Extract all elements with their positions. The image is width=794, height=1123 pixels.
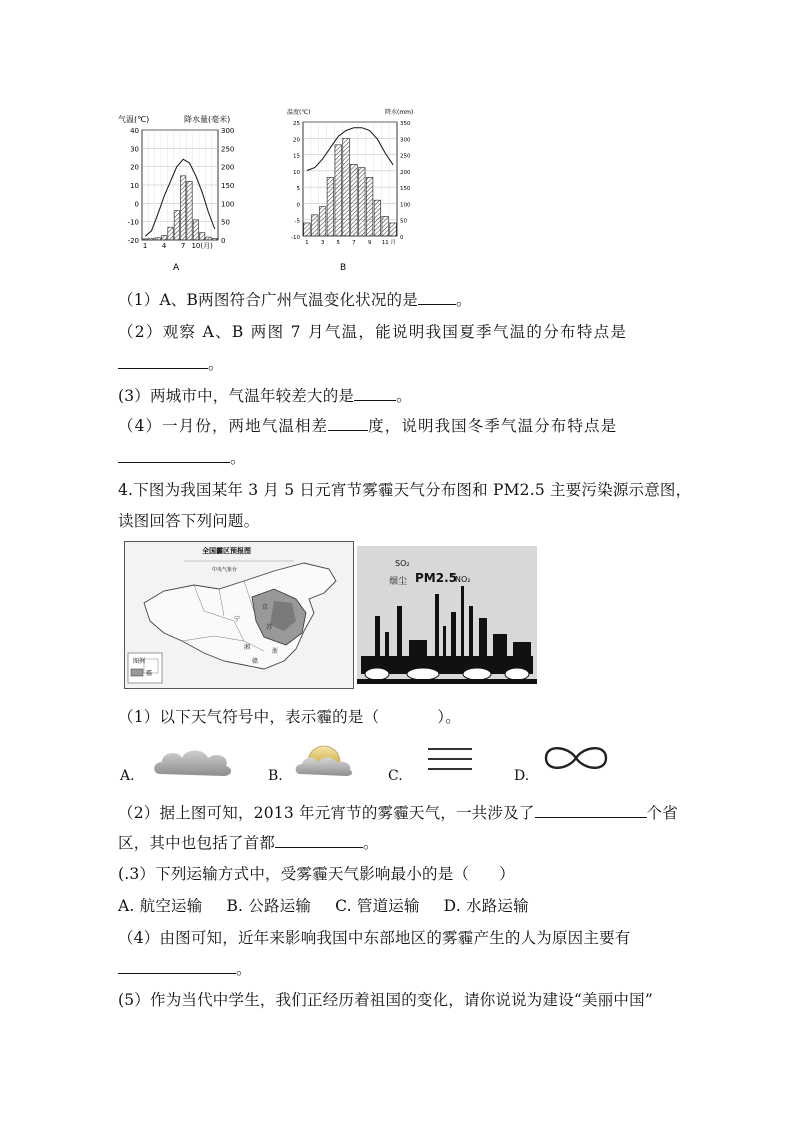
temp-tick-label: 5 bbox=[296, 186, 300, 193]
precip-bar bbox=[212, 239, 217, 240]
svg-text:浙: 浙 bbox=[272, 648, 279, 655]
precip-bar bbox=[162, 236, 167, 240]
precip-tick-label: 0 bbox=[221, 237, 226, 245]
climate-chart-b bbox=[285, 108, 415, 278]
label-pm25: PM2.5 bbox=[415, 571, 457, 585]
question-4: （4）一月份，两地气温相差 度，说明我国冬季气温分布特点是 bbox=[118, 417, 618, 435]
temp-tick-label: 15 bbox=[293, 153, 300, 160]
s4-question-2: （2）据上图可知，2013 年元宵节的雾霾天气，一共涉及了 个省 bbox=[118, 804, 678, 822]
question-2: （2）观察 A、B 两图 7 月气温，能说明我国夏季气温的分布特点是 bbox=[118, 323, 628, 341]
q3-option-b[interactable]: B. 公路运输 bbox=[226, 897, 312, 915]
temp-tick-label: 20 bbox=[130, 163, 139, 172]
s4-question-1: （1）以下天气符号中，表示霾的是（ ）。 bbox=[118, 708, 461, 726]
svg-text:湘: 湘 bbox=[244, 644, 251, 651]
label-no2: NO₂ bbox=[455, 575, 471, 584]
precip-bar bbox=[174, 211, 179, 240]
question-4-cont: 。 bbox=[118, 446, 246, 468]
temp-tick-label: 10 bbox=[130, 182, 139, 190]
q3-option-a[interactable]: A. 航空运输 bbox=[118, 897, 203, 915]
option-d-label[interactable]: D. bbox=[514, 768, 530, 784]
q3-option-c[interactable]: C. 管道运输 bbox=[335, 897, 420, 915]
precip-bar bbox=[206, 237, 211, 240]
map-legend-title: 图例 bbox=[133, 658, 146, 665]
month-tick-label: 5 bbox=[336, 240, 340, 246]
precip-bar bbox=[351, 164, 358, 236]
pollution-illustration bbox=[357, 546, 537, 684]
month-tick-label: 月 bbox=[390, 240, 396, 246]
chart-b-label: B bbox=[340, 263, 347, 273]
haze-map bbox=[124, 541, 354, 689]
question-3: (3）两城市中，气温年较差大的是 。 bbox=[118, 387, 412, 405]
option-b-label[interactable]: B. bbox=[268, 768, 283, 784]
month-tick-label: 1 bbox=[305, 240, 309, 246]
temp-tick-label: -5 bbox=[294, 218, 300, 225]
answer-blank[interactable] bbox=[354, 386, 396, 401]
precip-bar bbox=[155, 238, 160, 240]
q3-option-d[interactable]: D. 水路运输 bbox=[443, 897, 529, 915]
month-tick-label: 9 bbox=[367, 240, 372, 246]
chart-a-temp-title: 气温(℃) bbox=[118, 115, 150, 124]
precip-tick-label: 300 bbox=[400, 137, 411, 144]
temp-tick-label: -20 bbox=[127, 237, 139, 245]
month-tick-label: 10(月) bbox=[191, 242, 213, 250]
precip-bar bbox=[327, 177, 334, 236]
precip-tick-label: 250 bbox=[221, 145, 235, 154]
month-tick-label: 7 bbox=[352, 240, 356, 246]
chart-b-precip-title: 降水(mm) bbox=[385, 109, 414, 116]
s4-question-2-cont: 区，其中也包括了首都 。 bbox=[118, 834, 379, 852]
answer-blank[interactable] bbox=[328, 416, 368, 431]
temp-tick-label: -10 bbox=[127, 218, 139, 227]
temp-tick-label: 0 bbox=[134, 200, 139, 209]
temp-tick-label: 25 bbox=[293, 121, 300, 127]
precip-tick-label: 250 bbox=[400, 153, 411, 160]
label-so2: SO₂ bbox=[395, 559, 410, 568]
month-tick-label: 11 bbox=[381, 240, 389, 246]
precip-bar bbox=[143, 239, 148, 240]
label-smoke: 烟尘 bbox=[389, 577, 408, 587]
month-tick-label: 4 bbox=[161, 242, 167, 250]
section4-intro-1: 4.下图为我国某年 3 月 5 日元宵节雾霾天气分布图和 PM2.5 主要污染源示意图， bbox=[118, 481, 692, 499]
s4-question-5: (5）作为当代中学生，我们正经历着祖国的变化，请你说说为建设“美丽中国” bbox=[118, 991, 653, 1009]
precip-bar bbox=[366, 177, 373, 236]
temp-tick-label: 30 bbox=[130, 145, 139, 154]
precip-bar bbox=[149, 239, 154, 240]
fog-cloud-icon[interactable] bbox=[152, 746, 234, 780]
s4-question-4-cont: 。 bbox=[118, 957, 252, 979]
climate-chart-a bbox=[112, 110, 252, 280]
month-tick-label: 3 bbox=[320, 240, 325, 246]
temp-tick-label: 0 bbox=[296, 202, 300, 209]
answer-blank[interactable] bbox=[418, 290, 456, 305]
precip-tick-label: 300 bbox=[221, 127, 235, 135]
precip-bar bbox=[374, 200, 381, 236]
three-lines-icon[interactable] bbox=[426, 746, 474, 772]
svg-text:苏: 苏 bbox=[266, 624, 273, 631]
precip-bar bbox=[181, 176, 186, 240]
sun-cloud-icon[interactable] bbox=[294, 742, 356, 778]
month-tick-label: 7 bbox=[180, 242, 186, 250]
precip-tick-label: 200 bbox=[400, 169, 411, 176]
temp-tick-label: 20 bbox=[293, 137, 300, 144]
precip-bar bbox=[168, 227, 173, 240]
precip-bar bbox=[382, 216, 389, 236]
precip-bar bbox=[335, 145, 342, 236]
precip-tick-label: 0 bbox=[400, 235, 404, 241]
precip-tick-label: 150 bbox=[221, 182, 235, 190]
precip-bar bbox=[319, 207, 326, 236]
chart-a-precip-title: 降水量(毫米) bbox=[184, 115, 231, 124]
precip-bar bbox=[304, 223, 311, 236]
precip-tick-label: 100 bbox=[221, 200, 235, 209]
s4-question-3-options bbox=[118, 894, 529, 916]
precip-bar bbox=[311, 215, 318, 236]
answer-blank[interactable] bbox=[118, 959, 236, 974]
month-tick-label: 1 bbox=[142, 242, 148, 250]
s4-question-3: (.3）下列运输方式中，受雾霾天气影响最小的是（ ） bbox=[118, 865, 515, 883]
question-1: （1）A、B两图符合广州气温变化状况的是 。 bbox=[118, 291, 472, 309]
precip-tick-label: 150 bbox=[400, 186, 411, 193]
precip-bar bbox=[200, 233, 205, 240]
svg-text:赣: 赣 bbox=[252, 658, 259, 665]
precip-tick-label: 50 bbox=[221, 218, 230, 227]
map-legend-item: 霾 bbox=[146, 670, 153, 677]
chart-a-label: A bbox=[173, 263, 180, 273]
chart-b-temp-title: 温度(℃) bbox=[287, 109, 311, 116]
answer-blank[interactable] bbox=[118, 354, 208, 369]
precip-bar bbox=[358, 168, 365, 236]
infinity-icon[interactable] bbox=[542, 742, 610, 774]
temp-tick-label: 10 bbox=[293, 169, 300, 176]
chart-b-plot bbox=[291, 121, 411, 246]
precip-bar bbox=[343, 138, 350, 236]
svg-text:宁: 宁 bbox=[234, 616, 241, 623]
chart-a-plot bbox=[128, 127, 235, 250]
temp-tick-label: -10 bbox=[291, 235, 300, 241]
precip-tick-label: 50 bbox=[400, 218, 407, 225]
answer-blank[interactable] bbox=[275, 833, 363, 848]
answer-blank[interactable] bbox=[535, 803, 647, 818]
map-subtitle: 中央气象台 bbox=[212, 567, 238, 573]
s4-question-4: （4）由图可知，近年来影响我国中东部地区的雾霾产生的人为原因主要有 bbox=[118, 929, 631, 947]
precip-tick-label: 350 bbox=[400, 121, 411, 127]
precip-tick-label: 200 bbox=[221, 163, 235, 172]
answer-blank[interactable] bbox=[118, 448, 230, 463]
section4-intro-2: 读图回答下列问题。 bbox=[118, 512, 260, 530]
option-a-label[interactable]: A. bbox=[120, 768, 135, 784]
option-c-label[interactable]: C. bbox=[388, 768, 403, 784]
precip-bar bbox=[187, 181, 192, 240]
svg-text:京: 京 bbox=[262, 604, 269, 611]
precip-tick-label: 100 bbox=[400, 202, 411, 209]
precip-bar bbox=[193, 220, 198, 240]
precip-bar bbox=[390, 223, 397, 236]
map-title: 全国霾区预报图 bbox=[202, 547, 251, 555]
temp-tick-label: 40 bbox=[130, 127, 139, 135]
question-2-cont: 。 bbox=[118, 352, 224, 374]
